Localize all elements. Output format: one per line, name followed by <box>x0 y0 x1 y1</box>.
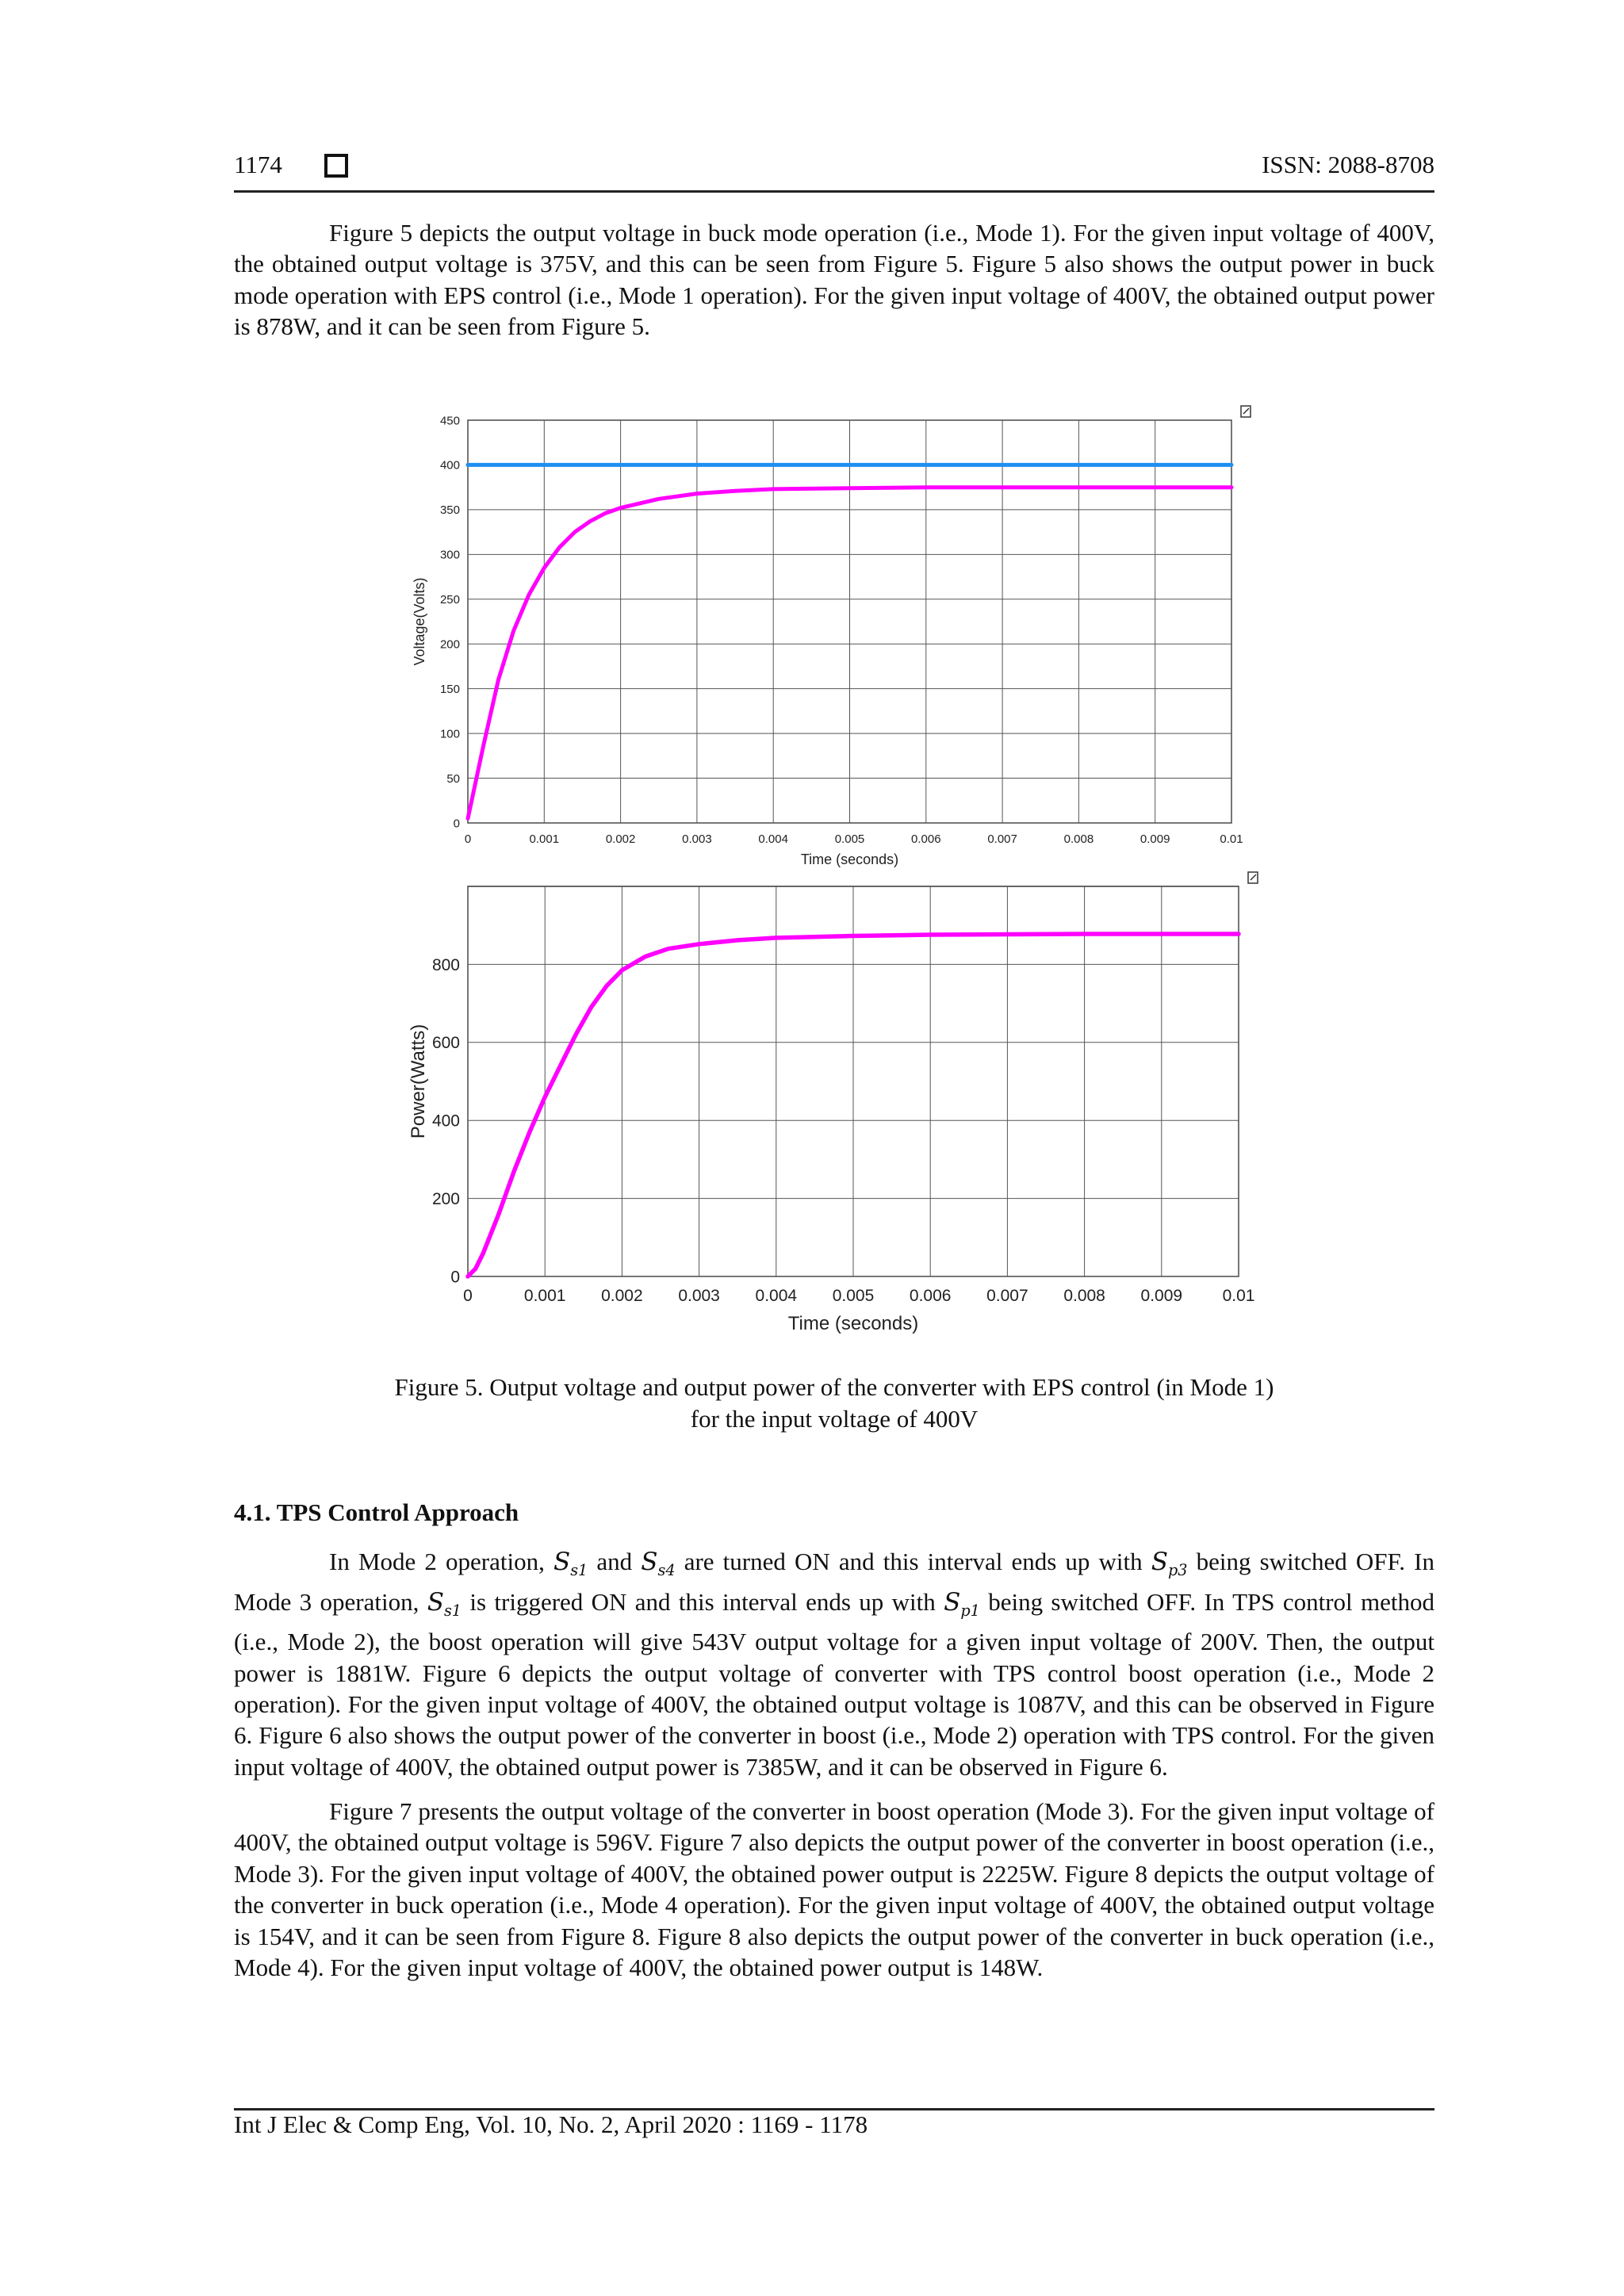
symbol-sp3 <box>1151 1548 1188 1580</box>
x-tick-label: 0.001 <box>529 832 560 846</box>
symbol-ss1-b <box>427 1587 462 1620</box>
text-run: is triggered ON and this interval ends up with <box>462 1587 944 1616</box>
caption-line-2: for the input voltage of 400V <box>690 1405 979 1433</box>
symbol-subscript: s1 <box>443 1601 462 1620</box>
figure-5 <box>393 400 1281 1352</box>
header-rule <box>234 190 1434 193</box>
symbol-letter: S <box>427 1587 444 1617</box>
x-axis-label: Time (seconds) <box>787 1313 919 1334</box>
paragraph-tps-control <box>234 1546 1434 1782</box>
x-tick-label: 0.006 <box>909 1287 952 1305</box>
y-tick-label: 450 <box>439 414 460 428</box>
page-footer: Int J Elec & Comp Eng, Vol. 10, No. 2, April 2020 : 1169 - 1178 <box>234 2110 868 2138</box>
x-tick-label: 0.005 <box>834 832 865 846</box>
y-tick-label: 250 <box>439 593 460 607</box>
y-tick-label: 50 <box>446 771 460 786</box>
text-run: being switched OFF. In Mode 3 operation, <box>234 1548 1434 1616</box>
y-tick-label: 800 <box>431 955 460 974</box>
symbol-letter: S <box>944 1587 961 1617</box>
y-tick-label: 150 <box>439 682 460 696</box>
y-tick-label: 200 <box>439 637 460 652</box>
y-tick-label: 600 <box>431 1034 460 1053</box>
x-tick-label: 0.007 <box>986 1287 1028 1305</box>
x-tick-label: 0.002 <box>605 832 636 846</box>
x-tick-label: 0 <box>464 832 472 846</box>
figure-caption <box>234 1372 1434 1435</box>
x-tick-label: 0.007 <box>987 832 1017 846</box>
expand-plot-icon <box>1248 872 1258 883</box>
y-axis-label: Voltage(Volts) <box>412 577 427 666</box>
section-heading: 4.1. TPS Control Approach <box>234 1498 519 1526</box>
x-tick-label: 0.004 <box>755 1287 798 1305</box>
paragraph-figure5-description <box>234 217 1434 342</box>
x-tick-label: 0.003 <box>682 832 712 846</box>
symbol-letter: S <box>1151 1548 1168 1576</box>
paragraph-text: Figure 7 presents the output voltage of the converter in boost operation (Mode 3). For the given input voltage of 400V, the obtained output voltage is 596V. Figure 7 also depicts the output power of the converter in boost operation (i.e., Mode 3). For the given input voltage of 400V, the obtained power output is 2225W. Figure 8 depicts the output voltage of the converter in buck operation (i.e., Mode 4 operation). For the given input voltage of 400V, the obtained output voltage is 154V, and it can be seen from Figure 8. Figure 8 also depicts the output power of the converter in buck operation (i.e., Mode 4). For the given input voltage of 400V, the obtained power output is 148W. <box>234 1797 1434 1982</box>
symbol-subscript: p3 <box>1167 1561 1188 1580</box>
text-run: and <box>588 1548 642 1575</box>
x-tick-label: 0.008 <box>1063 1287 1105 1305</box>
x-tick-label: 0.002 <box>601 1287 643 1305</box>
text-run: are turned ON and this interval ends up with <box>675 1548 1151 1575</box>
symbol-subscript: p1 <box>960 1601 980 1620</box>
x-tick-label: 0.003 <box>678 1287 720 1305</box>
paragraph-text: Figure 5 depicts the output voltage in buck mode operation (i.e., Mode 1). For the given input voltage of 400V, the obtained output voltage is 375V, and this can be seen from Figure 5. Figure 5 also shows the output power in buck mode operation with EPS control (i.e., Mode 1 operation). For the given input voltage of 400V, the obtained output power is 878W, and it can be seen from Figure 5. <box>234 219 1434 341</box>
text-run: In Mode 2 operation, <box>329 1548 553 1575</box>
y-tick-label: 100 <box>439 727 460 741</box>
y-tick-label: 400 <box>431 1112 460 1131</box>
x-tick-label: 0.001 <box>523 1287 566 1305</box>
x-tick-label: 0.006 <box>911 832 941 846</box>
symbol-letter: S <box>641 1548 658 1576</box>
symbol-ss4 <box>641 1548 676 1580</box>
issn-label: ISSN: 2088-8708 <box>1262 151 1434 178</box>
y-tick-label: 400 <box>439 458 460 473</box>
symbol-ss1 <box>553 1548 588 1580</box>
y-tick-label: 300 <box>439 548 460 562</box>
y-tick-label: 0 <box>453 817 460 831</box>
y-tick-label: 200 <box>431 1189 460 1208</box>
symbol-subscript: s4 <box>657 1561 676 1580</box>
x-tick-label: 0.009 <box>1140 1287 1183 1305</box>
paragraph-figure7-8 <box>234 1796 1434 1983</box>
page-number: 1174 <box>234 151 282 178</box>
symbol-sp1 <box>944 1587 980 1620</box>
x-tick-label: 0.01 <box>1222 1287 1255 1305</box>
caption-line-1: Figure 5. Output voltage and output power of the converter with EPS control (in Mode 1) <box>394 1373 1274 1401</box>
x-tick-label: 0.009 <box>1139 832 1170 846</box>
page-header <box>234 151 1434 189</box>
x-axis-label: Time (seconds) <box>800 851 899 867</box>
y-tick-label: 0 <box>450 1268 460 1287</box>
checkbox-square-icon <box>324 154 348 178</box>
x-tick-label: 0 <box>463 1287 473 1305</box>
text-run: being switched OFF. In TPS control method (i.e., Mode 2), the boost operation will give 543V output voltage for a given input voltage of 200V. Then, the output power is 1881W. Figure 6 depicts the output voltage of converter with TPS control boost operation (i.e., Mode 2 operation). For the given input voltage of 400V, the obtained output voltage is 1087V, and this can be observed in Figure 6. Figure 6 also shows the output power of the converter in boost (i.e., Mode 2) operation with TPS control. For the given input voltage of 400V, the obtained output power is 7385W, and it can be observed in Figure 6. <box>234 1587 1434 1781</box>
voltage-chart <box>412 406 1251 867</box>
symbol-subscript: s1 <box>570 1561 588 1580</box>
x-tick-label: 0.01 <box>1220 832 1243 846</box>
y-tick-label: 350 <box>439 503 460 518</box>
expand-plot-icon <box>1241 406 1251 417</box>
y-axis-label: Power(Watts) <box>408 1024 429 1139</box>
power-chart <box>408 872 1258 1334</box>
x-tick-label: 0.005 <box>832 1287 875 1305</box>
symbol-letter: S <box>553 1548 571 1576</box>
x-tick-label: 0.004 <box>758 832 788 846</box>
x-tick-label: 0.008 <box>1063 832 1094 846</box>
